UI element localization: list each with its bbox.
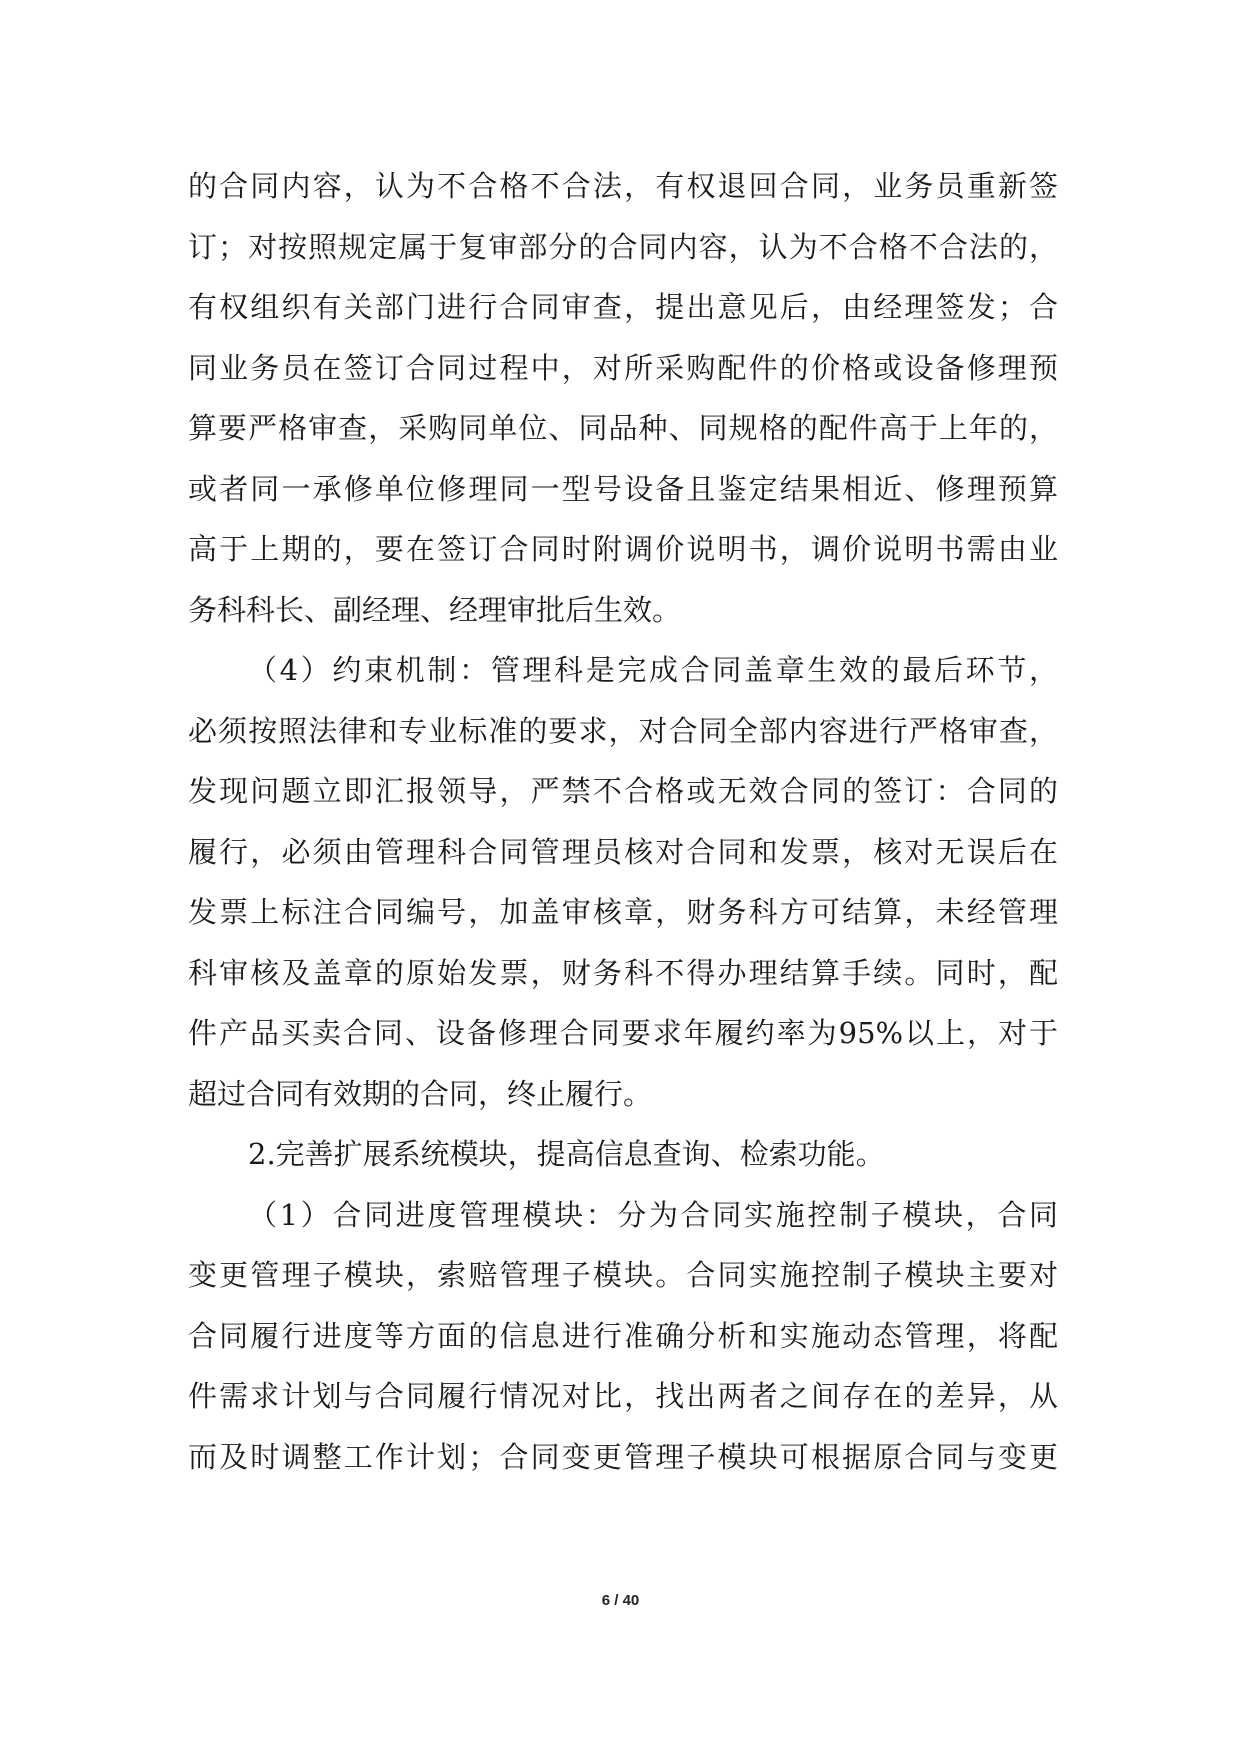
text-line: 同业务员在签订合同过程中，对所采购配件的价格或设备修理预: [188, 351, 1058, 385]
text-line: 订；对按照规定属于复审部分的合同内容，认为不合格不合法的，: [188, 230, 1058, 264]
page-number: 6 / 40: [601, 1592, 640, 1609]
text-line: 超过合同有效期的合同，终止履行。: [188, 1077, 653, 1111]
paragraph-first-line: （4）约束机制：管理科是完成合同盖章生效的最后环节，: [248, 653, 1058, 687]
text-line: 算要严格审查，采购同单位、同品种、同规格的配件高于上年的，: [188, 411, 1058, 445]
text-line: 有权组织有关部门进行合同审查，提出意见后，由经理签发；合: [188, 290, 1058, 324]
text-line: 或者同一承修单位修理同一型号设备且鉴定结果相近、修理预算: [188, 472, 1058, 506]
text-line: 履行，必须由管理科合同管理员核对合同和发票，核对无误后在: [188, 835, 1058, 869]
text-line: 高于上期的，要在签订合同时附调价说明书，调价说明书需由业: [188, 532, 1058, 566]
text-line: 的合同内容，认为不合格不合法，有权退回合同，业务员重新签: [188, 169, 1058, 203]
text-line: 而及时调整工作计划；合同变更管理子模块可根据原合同与变更: [188, 1440, 1058, 1474]
text-line: 必须按照法律和专业标准的要求，对合同全部内容进行严格审查，: [188, 714, 1058, 748]
paragraph-first-line: （1）合同进度管理模块：分为合同实施控制子模块，合同: [248, 1198, 1058, 1232]
text-line: 发票上标注合同编号，加盖审核章，财务科方可结算，未经管理: [188, 895, 1058, 929]
text-line: 变更管理子模块，索赔管理子模块。合同实施控制子模块主要对: [188, 1258, 1058, 1292]
section-heading: 2.完善扩展系统模块，提高信息查询、检索功能。: [248, 1137, 885, 1171]
text-line: 件产品买卖合同、设备修理合同要求年履约率为95%以上，对于: [188, 1016, 1058, 1050]
text-line: 发现问题立即汇报领导，严禁不合格或无效合同的签订：合同的: [188, 774, 1058, 808]
text-line: 务科科长、副经理、经理审批后生效。: [188, 593, 682, 627]
text-line: 件需求计划与合同履行情况对比，找出两者之间存在的差异，从: [188, 1379, 1058, 1413]
text-line: 合同履行进度等方面的信息进行准确分析和实施动态管理，将配: [188, 1319, 1058, 1353]
text-line: 科审核及盖章的原始发票，财务科不得办理结算手续。同时，配: [188, 956, 1058, 990]
